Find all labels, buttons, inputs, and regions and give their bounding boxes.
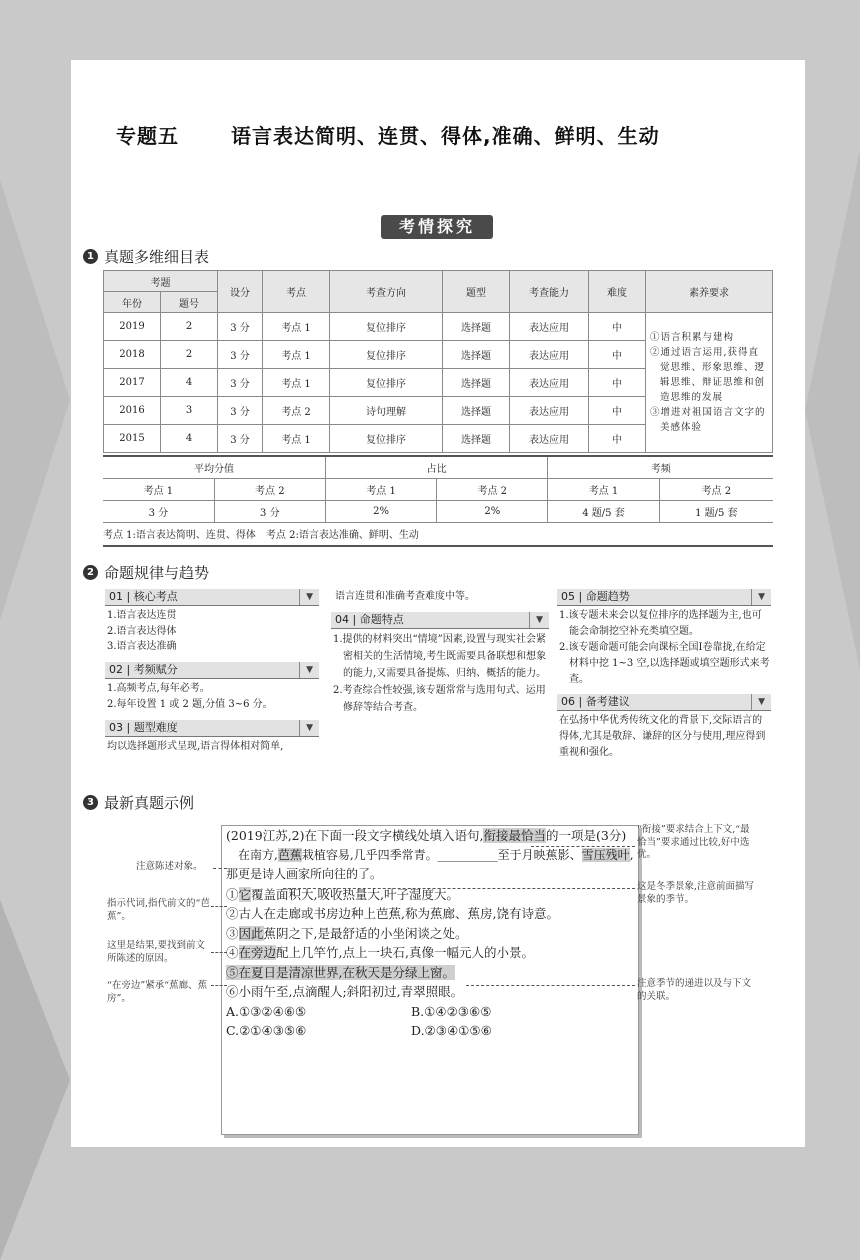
list-item: 2.语言表达得体 <box>107 625 177 637</box>
cell-year: 2017 <box>104 369 161 397</box>
highlight: 芭蕉 <box>277 847 302 862</box>
box-header <box>105 662 319 679</box>
option-a: A.①③②④⑥⑤ <box>226 1003 307 1019</box>
chevron-down-icon: ▼ <box>529 612 543 628</box>
cell-point: 考点 1 <box>263 369 330 397</box>
col-header-kaoti: 考题 <box>104 271 218 292</box>
question-passage <box>226 846 634 885</box>
table-note: 考点 1:语言表达简明、连贯、得体 考点 2:语言表达准确、鲜明、生动 <box>103 526 773 547</box>
highlight: 它 <box>238 886 252 902</box>
cell-year: 2015 <box>104 425 161 453</box>
highlight: 因此 <box>238 925 264 941</box>
section-banner: 考情探究 <box>381 215 493 239</box>
summary-value: 3 分 <box>103 501 214 523</box>
highlight: 衔接最恰当 <box>483 828 546 843</box>
list-item: 3.语言表达准确 <box>107 641 177 652</box>
annotation-right-2: 这是冬季景象,注意前面描写景象的季节。 <box>637 881 755 905</box>
col-header-qnum: 题号 <box>161 292 218 313</box>
section-3-title: 最新真题示例 <box>104 794 195 812</box>
options-row <box>226 1002 634 1022</box>
cell-ability: 表达应用 <box>510 369 589 397</box>
col-header-difficulty: 难度 <box>589 271 646 313</box>
cell-direction: 复位排序 <box>330 341 443 369</box>
summary-group-header: 考频 <box>548 456 773 479</box>
background-shape <box>0 180 70 620</box>
document-page <box>71 60 805 1147</box>
cell-type: 选择题 <box>443 369 510 397</box>
box-header <box>105 720 319 737</box>
topic-label: 专题五 <box>116 124 179 148</box>
section-2-heading <box>83 562 209 583</box>
cell-difficulty: 中 <box>589 341 646 369</box>
passage-text: 在南方, <box>226 847 278 862</box>
box-header <box>331 612 549 629</box>
cell-direction: 复位排序 <box>330 425 443 453</box>
cell-direction: 诗句理解 <box>330 397 443 425</box>
list-item: 2.该专题命题可能会向课标全国Ⅰ卷靠拢,在给定材料中挖 1~3 空,以选择题或填空题形式来考查。 <box>559 642 770 685</box>
box-difficulty-cont <box>333 587 551 605</box>
col-header-year: 年份 <box>104 292 161 313</box>
table-row <box>104 313 773 341</box>
section-number-icon: 3 <box>83 795 98 810</box>
background-shape <box>805 150 860 670</box>
cell-ability: 表达应用 <box>510 397 589 425</box>
cell-difficulty: 中 <box>589 313 646 341</box>
cell-ability: 表达应用 <box>510 313 589 341</box>
cell-score: 3 分 <box>218 341 263 369</box>
section-number-icon: 1 <box>83 249 98 264</box>
cell-score: 3 分 <box>218 397 263 425</box>
summary-sub-header: 考点 1 <box>325 479 436 501</box>
box-text: 在弘扬中华优秀传统文化的背景下,交际语言的得体,尤其是敬辞、谦辞的区分与使用,理应得到重视和强化。 <box>559 715 766 758</box>
cell-difficulty: 中 <box>589 425 646 453</box>
section-3-heading <box>83 792 194 813</box>
summary-value: 3 分 <box>214 501 325 523</box>
cell-ability: 表达应用 <box>510 341 589 369</box>
box-label: 03 | 题型难度 <box>109 721 178 734</box>
sentence-2: ②古人在走廊或书房边种上芭蕉,称为蕉廊、蕉房,饶有诗意。 <box>226 906 559 921</box>
cell-direction: 复位排序 <box>330 369 443 397</box>
annotation-connector <box>531 846 635 847</box>
section-1-heading <box>83 246 209 267</box>
stem-text: (2019江苏,2)在下面一段文字横线处填入语句, <box>226 828 484 843</box>
cell-qnum: 3 <box>161 397 218 425</box>
cell-type: 选择题 <box>443 341 510 369</box>
cell-qnum: 2 <box>161 341 218 369</box>
list-item: 1.提供的材料突出“情境”因素,设置与现实社会紧密相关的生活情境,考生既需要具备联想和想象的能力,又需要具备提炼、归纳、概括的能力。 <box>333 634 547 679</box>
summary-value: 4 题/5 套 <box>548 501 659 523</box>
option-d: D.②③④①⑤⑥ <box>411 1023 492 1038</box>
chevron-down-icon: ▼ <box>751 589 765 605</box>
annotation-left-3: 这里是结果,要找到前文所陈述的原因。 <box>107 940 206 964</box>
passage-text: 栽植容易,几乎四季常青。__________至于月映蕉影、 <box>301 847 582 862</box>
list-item: 2.考查综合性较强,该专题常常与选用句式、运用修辞等结合考查。 <box>333 685 546 713</box>
summary-value: 2% <box>325 501 436 523</box>
sentence-6: ⑥小雨午至,点滴醒人;斜阳初过,青翠照眼。 <box>226 984 464 999</box>
sentence-number: ③ <box>226 925 239 941</box>
literacy-item: ②通过语言运用,获得直觉思维、形象思维、逻辑思维、辩证思维和创造思维的发展 <box>650 347 766 403</box>
cell-difficulty: 中 <box>589 397 646 425</box>
section-number-icon: 2 <box>83 565 98 580</box>
chevron-down-icon: ▼ <box>299 662 313 678</box>
box-header <box>105 589 319 606</box>
box-frequency <box>105 662 319 712</box>
cell-type: 选择题 <box>443 425 510 453</box>
summary-sub-header: 考点 2 <box>437 479 548 501</box>
chevron-down-icon: ▼ <box>751 694 765 710</box>
summary-sub-header: 考点 1 <box>548 479 659 501</box>
sentence-number: ④ <box>226 945 239 960</box>
cell-difficulty: 中 <box>589 369 646 397</box>
literacy-item: ③增进对祖国语言文字的美感体验 <box>650 407 766 433</box>
box-label: 06 | 备考建议 <box>561 695 630 708</box>
sentence-text: 配上几竿竹,点上一块石,真像一幅元人的小景。 <box>276 945 534 960</box>
annotation-connector <box>213 868 227 869</box>
sentence-5 <box>226 963 634 983</box>
box-trend <box>557 589 771 688</box>
annotation-connector <box>211 906 227 907</box>
annotation-connector <box>211 952 227 953</box>
summary-sub-header: 考点 2 <box>214 479 325 501</box>
highlight: ⑤在夏日是清凉世界,在秋天是分绿上窗。 <box>226 964 455 980</box>
cell-direction: 复位排序 <box>330 313 443 341</box>
box-label: 02 | 考频赋分 <box>109 663 178 676</box>
cell-type: 选择题 <box>443 313 510 341</box>
annotation-left-1: 注意陈述对象。 <box>136 861 203 872</box>
annotation-connector <box>283 888 635 889</box>
summary-group-header: 占比 <box>325 456 547 479</box>
list-item: 1.高频考点,每年必考。 <box>107 683 210 694</box>
chevron-down-icon: ▼ <box>299 589 313 605</box>
summary-sub-header: 考点 2 <box>659 479 773 501</box>
highlight: 在旁边 <box>238 945 277 960</box>
sentence-text: 蕉阴之下,是最舒适的小坐闲谈之处。 <box>263 925 468 941</box>
passage-text: ,那更是诗人画家所向往的了。 <box>226 847 634 881</box>
cell-ability: 表达应用 <box>510 425 589 453</box>
cell-score: 3 分 <box>218 369 263 397</box>
option-b: B.①④②③⑥⑤ <box>411 1003 492 1019</box>
summary-table <box>103 455 773 523</box>
stem-text: 的一项是(3分) <box>545 828 627 843</box>
sentence-4 <box>226 943 634 963</box>
annotation-connector <box>466 985 635 986</box>
col-header-literacy: 素养要求 <box>646 271 773 313</box>
annotation-left-2: 指示代词,指代前文的“芭蕉”。 <box>107 898 210 922</box>
box-advice <box>557 694 771 761</box>
col-header-direction: 考查方向 <box>330 271 443 313</box>
literacy-item: ①语言积累与建构 <box>650 332 735 343</box>
col-header-ability: 考查能力 <box>510 271 589 313</box>
summary-sub-header: 考点 1 <box>103 479 214 501</box>
option-c: C.②①④③⑤⑥ <box>226 1023 307 1038</box>
cell-year: 2018 <box>104 341 161 369</box>
box-text: 语言连贯和准确考查难度中等。 <box>335 591 475 602</box>
background-shape <box>0 900 70 1260</box>
list-item: 1.该专题未来会以复位排序的选择题为主,也可能会命制挖空补充类填空题。 <box>559 610 762 637</box>
box-label: 05 | 命题趋势 <box>561 590 630 603</box>
cell-point: 考点 1 <box>263 313 330 341</box>
box-text: 均以选择题形式呈现,语言得体相对简单, <box>107 741 284 752</box>
cell-point: 考点 1 <box>263 425 330 453</box>
cell-point: 考点 2 <box>263 397 330 425</box>
options-row <box>226 1021 634 1041</box>
cell-year: 2016 <box>104 397 161 425</box>
sentence-3 <box>226 924 634 944</box>
cell-qnum: 2 <box>161 313 218 341</box>
cell-year: 2019 <box>104 313 161 341</box>
summary-group-header: 平均分值 <box>103 456 325 479</box>
cell-score: 3 分 <box>218 425 263 453</box>
exam-detail-table <box>103 270 773 453</box>
summary-value: 1 题/5 套 <box>659 501 773 523</box>
box-label: 04 | 命题特点 <box>335 613 404 626</box>
section-2-title: 命题规律与趋势 <box>104 564 210 582</box>
sentence-number: ① <box>226 886 239 902</box>
question-stem <box>226 826 634 846</box>
cell-type: 选择题 <box>443 397 510 425</box>
annotation-connector <box>211 985 227 986</box>
col-header-score: 设分 <box>218 271 263 313</box>
cell-score: 3 分 <box>218 313 263 341</box>
list-item: 1.语言表达连贯 <box>107 610 177 621</box>
box-core-points <box>105 589 319 655</box>
box-header <box>557 694 771 711</box>
box-features <box>331 612 549 716</box>
box-header <box>557 589 771 606</box>
box-difficulty <box>105 720 319 755</box>
annotation-right-1: “衔接”要求结合上下文,“最恰当”要求通过比较,好中选优。 <box>637 824 750 860</box>
page-title: 语言表达简明、连贯、得体,准确、鲜明、生动 <box>231 124 660 148</box>
chevron-down-icon: ▼ <box>299 720 313 736</box>
col-header-point: 考点 <box>263 271 330 313</box>
cell-point: 考点 1 <box>263 341 330 369</box>
summary-value: 2% <box>437 501 548 523</box>
cell-qnum: 4 <box>161 425 218 453</box>
sentence-text: 覆盖面积大,吸收热量大,叶子湿度大。 <box>251 886 459 902</box>
question-box <box>221 825 639 1135</box>
list-item: 2.每年设置 1 或 2 题,分值 3~6 分。 <box>107 698 273 710</box>
box-label: 01 | 核心考点 <box>109 590 178 603</box>
cell-qnum: 4 <box>161 369 218 397</box>
literacy-cell <box>646 313 773 453</box>
annotation-left-4: “在旁边”紧承“蕉廊、蕉房”。 <box>107 980 208 1004</box>
col-header-type: 题型 <box>443 271 510 313</box>
highlight: 雪压残叶 <box>581 847 630 862</box>
annotation-right-3: 注意季节的递进以及与下文的关联。 <box>637 978 752 1002</box>
section-1-title: 真题多维细目表 <box>104 248 210 266</box>
